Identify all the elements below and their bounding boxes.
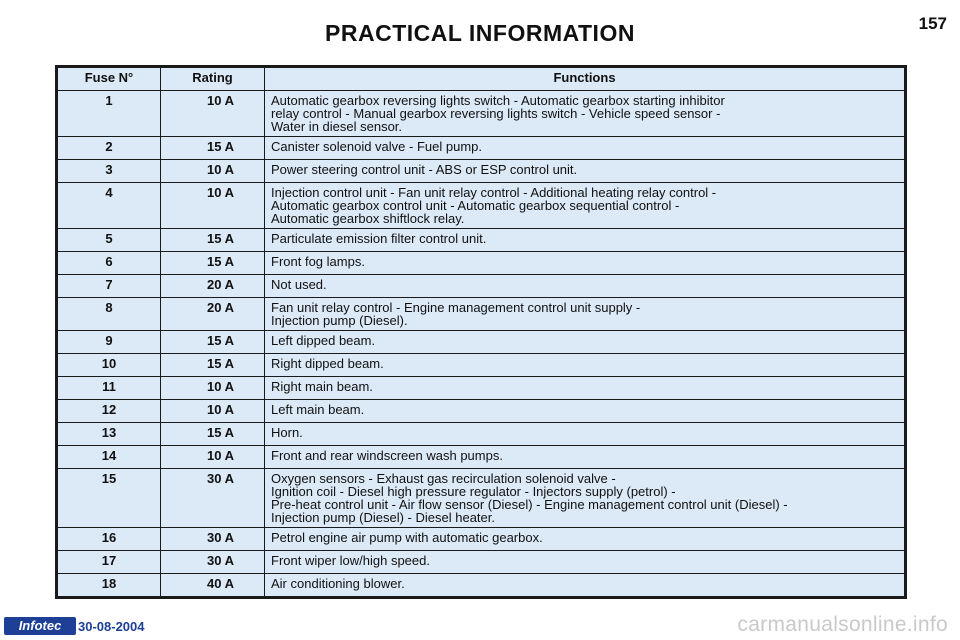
function-line: Injection pump (Diesel). (271, 313, 408, 328)
fuse-number-cell: 12 (58, 400, 161, 423)
table-row (58, 160, 905, 183)
functions-cell (265, 423, 905, 446)
rating-cell: 15 A (161, 229, 265, 252)
column-header-rating: Rating (161, 68, 265, 91)
fuse-number-cell: 2 (58, 137, 161, 160)
fuse-number-cell: 3 (58, 160, 161, 183)
rating-cell: 40 A (161, 574, 265, 597)
functions-cell (265, 252, 905, 275)
functions-cell (265, 298, 905, 331)
functions-cell (265, 91, 905, 137)
table-row (58, 252, 905, 275)
function-line: Pre-heat control unit - Air flow sensor (Diesel) - Engine management control unit (Diesel) - (271, 497, 788, 512)
rating-cell: 10 A (161, 183, 265, 229)
table-row (58, 91, 905, 137)
rating-cell: 15 A (161, 137, 265, 160)
column-header-functions: Functions (265, 68, 905, 91)
rating-cell: 20 A (161, 298, 265, 331)
function-line: Horn. (271, 425, 303, 440)
function-line: Right dipped beam. (271, 356, 384, 371)
functions-cell (265, 377, 905, 400)
fuse-number-cell: 4 (58, 183, 161, 229)
fuse-number-cell: 15 (58, 469, 161, 528)
functions-cell (265, 275, 905, 298)
fuse-number-cell: 17 (58, 551, 161, 574)
rating-cell: 20 A (161, 275, 265, 298)
fuse-table-body (58, 91, 905, 597)
function-line: Front fog lamps. (271, 254, 365, 269)
table-row (58, 183, 905, 229)
rating-cell: 10 A (161, 400, 265, 423)
functions-cell (265, 229, 905, 252)
function-line: Petrol engine air pump with automatic gearbox. (271, 530, 543, 545)
functions-cell (265, 354, 905, 377)
function-line: Injection control unit - Fan unit relay control - Additional heating relay control - (271, 185, 717, 200)
functions-cell (265, 160, 905, 183)
function-line: relay control - Manual gearbox reversing lights switch - Vehicle speed sensor - (271, 106, 721, 121)
fuse-number-cell: 8 (58, 298, 161, 331)
rating-cell: 30 A (161, 469, 265, 528)
table-row (58, 423, 905, 446)
rating-cell: 15 A (161, 252, 265, 275)
fuse-number-cell: 10 (58, 354, 161, 377)
function-line: Power steering control unit - ABS or ESP control unit. (271, 162, 578, 177)
rating-cell: 30 A (161, 528, 265, 551)
fuse-number-cell: 5 (58, 229, 161, 252)
table-row (58, 446, 905, 469)
function-line: Oxygen sensors - Exhaust gas recirculation solenoid valve - (271, 471, 616, 486)
table-header-row (58, 68, 905, 91)
function-line: Left dipped beam. (271, 333, 376, 348)
fuse-number-cell: 11 (58, 377, 161, 400)
function-line: Injection pump (Diesel) - Diesel heater. (271, 510, 495, 525)
function-line: Right main beam. (271, 379, 373, 394)
rating-cell: 10 A (161, 160, 265, 183)
column-header-fuse: Fuse N° (58, 68, 161, 91)
fuse-number-cell: 18 (58, 574, 161, 597)
function-line: Fan unit relay control - Engine management control unit supply - (271, 300, 641, 315)
function-line: Automatic gearbox reversing lights switch - Automatic gearbox starting inhibitor (271, 93, 725, 108)
function-line: Ignition coil - Diesel high pressure regulator - Injectors supply (petrol) - (271, 484, 676, 499)
table-row (58, 551, 905, 574)
rating-cell: 10 A (161, 91, 265, 137)
table-row (58, 275, 905, 298)
function-line: Air conditioning blower. (271, 576, 405, 591)
page-title: PRACTICAL INFORMATION (325, 20, 635, 46)
functions-cell (265, 400, 905, 423)
page-number: 157 (918, 14, 947, 33)
functions-cell (265, 446, 905, 469)
functions-cell (265, 551, 905, 574)
table-row (58, 574, 905, 597)
fuse-number-cell: 16 (58, 528, 161, 551)
table-row (58, 354, 905, 377)
functions-cell (265, 183, 905, 229)
table-row (58, 528, 905, 551)
functions-cell (265, 469, 905, 528)
rating-cell: 15 A (161, 354, 265, 377)
rating-cell: 15 A (161, 423, 265, 446)
fuse-number-cell: 6 (58, 252, 161, 275)
table-row (58, 469, 905, 528)
table-row (58, 229, 905, 252)
table-row (58, 377, 905, 400)
fuse-number-cell: 1 (58, 91, 161, 137)
function-line: Particulate emission filter control unit. (271, 231, 487, 246)
footer-date: 30-08-2004 (78, 619, 145, 634)
fuse-number-cell: 14 (58, 446, 161, 469)
function-line: Canister solenoid valve - Fuel pump. (271, 139, 482, 154)
fuse-number-cell: 13 (58, 423, 161, 446)
function-line: Water in diesel sensor. (271, 119, 403, 134)
function-line: Automatic gearbox control unit - Automatic gearbox sequential control - (271, 198, 680, 213)
table-row (58, 137, 905, 160)
table-row (58, 331, 905, 354)
fuse-number-cell: 7 (58, 275, 161, 298)
fuse-table (57, 67, 905, 597)
infotec-logo: Infotec (4, 617, 76, 635)
table-row (58, 400, 905, 423)
function-line: Front and rear windscreen wash pumps. (271, 448, 503, 463)
rating-cell: 15 A (161, 331, 265, 354)
table-row (58, 298, 905, 331)
rating-cell: 10 A (161, 446, 265, 469)
functions-cell (265, 528, 905, 551)
function-line: Left main beam. (271, 402, 365, 417)
function-line: Automatic gearbox shiftlock relay. (271, 211, 465, 226)
functions-cell (265, 137, 905, 160)
functions-cell (265, 331, 905, 354)
functions-cell (265, 574, 905, 597)
rating-cell: 10 A (161, 377, 265, 400)
watermark: carmanualsonline.info (737, 613, 948, 636)
function-line: Front wiper low/high speed. (271, 553, 430, 568)
function-line: Not used. (271, 277, 327, 292)
rating-cell: 30 A (161, 551, 265, 574)
fuse-number-cell: 9 (58, 331, 161, 354)
